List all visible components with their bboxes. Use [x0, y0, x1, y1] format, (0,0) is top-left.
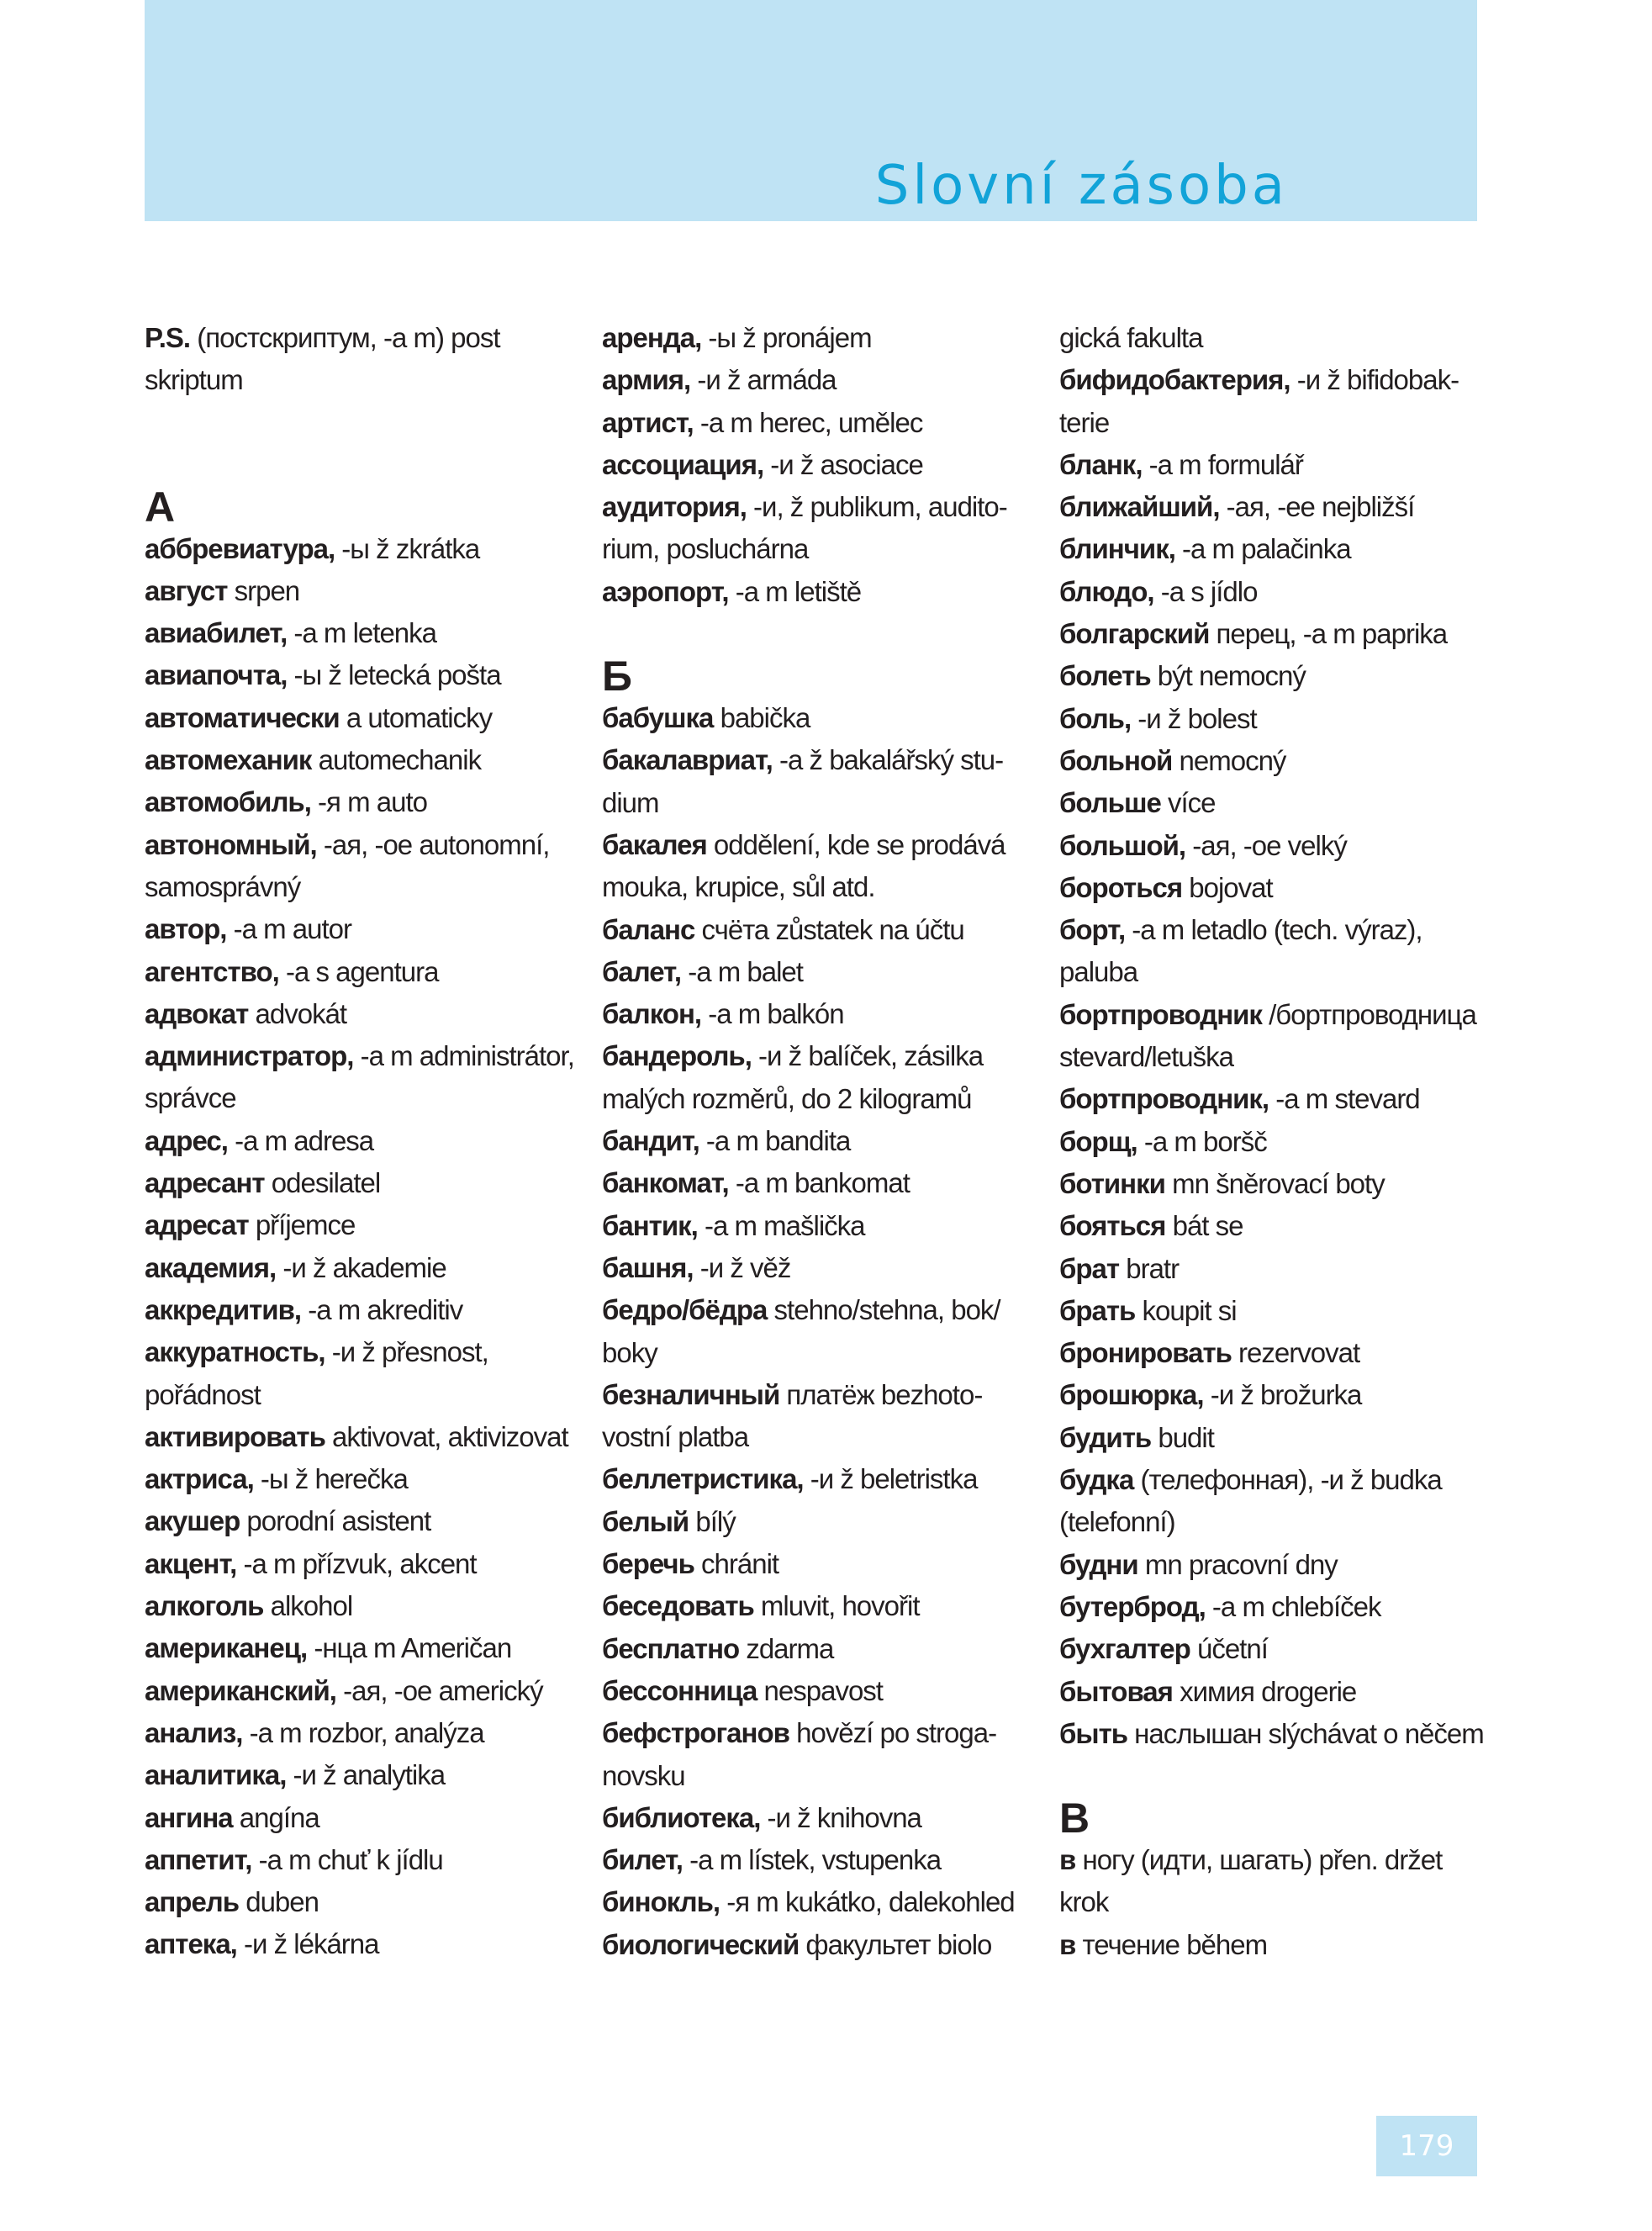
glossary-entry [145, 993, 578, 1035]
glossary-entry [602, 444, 1039, 486]
glossary-entry [602, 1120, 1039, 1162]
entry-definition: -а m palačinka [1174, 533, 1351, 565]
headword: в [1059, 1928, 1076, 1960]
entry-definition: -а m lístek, vstupenka [682, 1844, 942, 1876]
entry-definition: -а m formulář [1142, 448, 1303, 480]
entry-definition: -а m herec, umělec [693, 406, 923, 438]
page-title: Slovní zásoba [874, 155, 1288, 217]
entry-definition: факультет biolo [799, 1928, 992, 1960]
headword: белый [602, 1505, 689, 1537]
glossary-entry [602, 1585, 1039, 1627]
headword: биологический [602, 1928, 800, 1960]
glossary-column-1 [145, 317, 578, 1966]
section-letter: В [1059, 1795, 1090, 1842]
entry-definition: -а m mašlička [697, 1209, 865, 1241]
entry-definition: -а m stevard [1269, 1083, 1420, 1115]
entry-definition: příjemce [248, 1209, 356, 1241]
entry-definition: mluvit, hovořit [753, 1590, 920, 1622]
entry-definition: -а m chuť k jídlu [251, 1843, 443, 1875]
section-spacer [1059, 1755, 1488, 1797]
glossary-entry [602, 486, 1039, 571]
glossary-entry [602, 402, 1039, 444]
glossary-entry [1059, 486, 1488, 528]
headword: бороться [1059, 871, 1183, 903]
headword: баланс [602, 913, 695, 945]
entry-definition: -и ž analytika [286, 1759, 446, 1791]
headword: бакалавриат, [602, 744, 773, 776]
glossary-entry [145, 612, 578, 654]
glossary-entry [145, 1204, 578, 1246]
glossary-entry [1059, 1459, 1488, 1544]
entry-definition: -и ž lékárna [236, 1928, 379, 1960]
glossary-entry [602, 1712, 1039, 1797]
headword: большой, [1059, 829, 1186, 861]
glossary-entry [145, 1289, 578, 1331]
entry-definition: -а m letadlo (tech. výraz), paluba [1059, 914, 1422, 988]
headword: боль, [1059, 702, 1132, 734]
entry-definition: nespavost [757, 1674, 883, 1706]
glossary-entry [602, 1501, 1039, 1543]
entry-definition: aktivovat, aktivizovat [325, 1420, 568, 1452]
glossary-entry [145, 697, 578, 739]
entry-definition: bílý [689, 1505, 736, 1537]
entry-definition: -и ž beletristka [803, 1463, 978, 1495]
headword: бронировать [1059, 1337, 1232, 1369]
headword: ближайший, [1059, 491, 1220, 523]
glossary-entry [602, 1289, 1039, 1374]
headword: бланк, [1059, 448, 1143, 480]
glossary-entry [602, 1205, 1039, 1247]
glossary-entry [1059, 655, 1488, 697]
glossary-entry [1059, 317, 1488, 359]
headword: бабушка [602, 702, 714, 734]
glossary-column-3 [1059, 317, 1488, 1966]
headword: балет, [602, 955, 682, 987]
entry-definition: alkohol [263, 1590, 353, 1622]
headword: аэропорт, [602, 575, 729, 607]
glossary-entry [1059, 1163, 1488, 1205]
headword: актриса, [145, 1463, 254, 1495]
entry-definition: -и ž věž [693, 1251, 791, 1283]
entry-definition: nemocný [1172, 744, 1286, 776]
glossary-entry [1059, 1205, 1488, 1247]
headword: адресат [145, 1209, 249, 1241]
glossary-entry [1059, 1544, 1488, 1586]
glossary-entry [145, 1120, 578, 1162]
headword: будни [1059, 1548, 1138, 1580]
glossary-entry [1059, 1290, 1488, 1332]
headword: аккуратность, [145, 1336, 325, 1368]
headword: бандероль, [602, 1040, 752, 1072]
glossary-entry [1059, 613, 1488, 655]
glossary-entry [1059, 1121, 1488, 1163]
headword: бефстроганов [602, 1717, 789, 1749]
entry-definition: -ы ž zkrátka [335, 532, 480, 564]
headword: бытовая [1059, 1675, 1173, 1707]
glossary-entry [1059, 1713, 1488, 1755]
entry-definition: (постскриптум, -а m) post skriptum [145, 322, 500, 396]
glossary-entry [145, 781, 578, 823]
entry-definition: advokát [248, 997, 347, 1029]
headword: адвокат [145, 997, 249, 1029]
glossary-column-2 [602, 317, 1039, 1966]
headword: автоматически [145, 701, 340, 733]
entry-definition: srpen [227, 574, 300, 606]
headword: автор, [145, 913, 227, 945]
entry-definition: -ы ž letecká pošta [287, 659, 501, 691]
entry-definition: rezervovat [1231, 1337, 1360, 1369]
glossary-entry [145, 654, 578, 696]
glossary-entry [602, 1839, 1039, 1881]
entry-definition: -ая, -ое velký [1185, 829, 1347, 861]
entry-definition: angína [232, 1801, 319, 1833]
entry-definition: mn pracovní dny [1137, 1548, 1338, 1580]
headword: брат [1059, 1252, 1120, 1284]
glossary-entry [1059, 359, 1488, 444]
entry-definition: stehno/stehna, bok/ boky [602, 1294, 1000, 1368]
glossary-entry [602, 909, 1039, 951]
entry-definition: -а m bandita [699, 1125, 851, 1157]
glossary-entry [145, 1839, 578, 1881]
entry-definition: -нца m Američan [307, 1632, 512, 1664]
headword: бессонница [602, 1674, 757, 1706]
glossary-entry [602, 697, 1039, 739]
glossary-entry [145, 1797, 578, 1839]
entry-definition: -и ž asociace [763, 448, 923, 480]
entry-definition: gická fakulta [1059, 322, 1203, 353]
glossary-entry [602, 824, 1039, 909]
glossary-entry [602, 1628, 1039, 1670]
header-band [145, 0, 1477, 221]
glossary-entry [1059, 1374, 1488, 1416]
entry-definition: наслышан slýchávat o něčem [1127, 1717, 1484, 1749]
glossary-entry [1059, 698, 1488, 740]
entry-definition: -и ž bifidobakterie [1059, 364, 1460, 438]
glossary-entry [602, 571, 1039, 613]
glossary-entry [145, 739, 578, 781]
glossary-entry [145, 1331, 578, 1416]
glossary-entry [145, 1543, 578, 1585]
headword: бантик, [602, 1209, 698, 1241]
headword: бандит, [602, 1125, 699, 1157]
headword: бортпроводник, [1059, 1083, 1269, 1115]
entry-definition: -а m rozbor, analýza [242, 1716, 484, 1748]
glossary-entry [145, 1500, 578, 1542]
entry-definition: -и ž knihovna [760, 1801, 921, 1833]
headword: анализ, [145, 1716, 243, 1748]
glossary-entry [1059, 1586, 1488, 1628]
glossary-entry [1059, 571, 1488, 613]
headword: болеть [1059, 660, 1151, 692]
headword: брать [1059, 1294, 1136, 1326]
entry-definition: účetní [1190, 1633, 1268, 1665]
headword: аббревиатура, [145, 532, 335, 564]
entry-definition: porodní asistent [240, 1505, 431, 1537]
entry-definition: -а m letenka [287, 617, 436, 649]
entry-definition: течение během [1075, 1928, 1268, 1960]
glossary-entry [145, 1923, 578, 1965]
headword: артист, [602, 406, 694, 438]
glossary-entry [602, 739, 1039, 824]
entry-definition: duben [239, 1886, 319, 1918]
glossary-entry [145, 1754, 578, 1796]
glossary-entry [145, 317, 578, 402]
section-letter: А [145, 483, 175, 531]
entry-definition: bát se [1165, 1210, 1243, 1242]
headword: больше [1059, 787, 1161, 819]
glossary-entry [145, 1247, 578, 1289]
entry-definition: -а ž bakalářský studium [602, 744, 1005, 818]
entry-definition: счёта zůstatek na účtu [694, 913, 964, 945]
headword: аудитория, [602, 491, 747, 523]
entry-definition: hovězí po stroganovsku [602, 1717, 998, 1791]
headword: авиабилет, [145, 617, 288, 649]
entry-definition: být nemocný [1150, 660, 1306, 692]
headword: бедро/бёдра [602, 1294, 768, 1326]
headword: быть [1059, 1717, 1128, 1749]
page-number: 179 [1376, 2116, 1477, 2176]
entry-definition: bojovat [1182, 871, 1273, 903]
entry-definition: -а m administrátor, správce [145, 1040, 574, 1114]
entry-definition: -и ž balíček, zásilka malých rozměrů, do 2 kilogramů [602, 1040, 984, 1114]
entry-definition: -а m balkón [701, 998, 844, 1030]
headword: ангина [145, 1801, 233, 1833]
entry-definition: koupit si [1135, 1294, 1237, 1326]
headword: адресант [145, 1167, 265, 1199]
glossary-entry [145, 824, 578, 909]
headword: авиапочта, [145, 659, 288, 691]
headword: аппетит, [145, 1843, 252, 1875]
headword: агентство, [145, 955, 279, 987]
glossary-entry [602, 1035, 1039, 1120]
headword: апрель [145, 1886, 240, 1918]
headword: башня, [602, 1251, 694, 1283]
section-letter: Б [602, 653, 631, 700]
entry-definition: перец, -а m paprika [1209, 618, 1448, 650]
glossary-entry [602, 1797, 1039, 1839]
entry-definition: -а m balet [681, 955, 803, 987]
headword: P.S. [145, 322, 191, 353]
glossary-entry [602, 1881, 1039, 1923]
glossary-entry [602, 317, 1039, 359]
headword: американец, [145, 1632, 308, 1664]
entry-definition: mn šněrovací boty [1164, 1167, 1385, 1199]
glossary-entry [1059, 1671, 1488, 1713]
glossary-entry [1059, 1839, 1488, 1924]
headword: больной [1059, 744, 1173, 776]
glossary-entry [145, 1712, 578, 1754]
entry-definition: -ая, -ое autonomní, samosprávný [145, 828, 550, 902]
headword: блинчик, [1059, 533, 1175, 565]
headword: ботинки [1059, 1167, 1165, 1199]
headword: болгарский [1059, 618, 1210, 650]
glossary-entry [1059, 1332, 1488, 1374]
glossary-entry [145, 1162, 578, 1204]
entry-definition: -ая, -ее nejbližší [1219, 491, 1415, 523]
glossary-entry [1059, 740, 1488, 782]
entry-definition: -и ž brožurka [1203, 1379, 1362, 1411]
headword: бифидобактерия, [1059, 364, 1290, 396]
glossary-entry [1059, 1628, 1488, 1670]
glossary-entry [145, 908, 578, 950]
headword: аренда, [602, 322, 702, 353]
glossary-entry [145, 1035, 578, 1120]
glossary-entry [1059, 867, 1488, 909]
entry-definition: automechanik [311, 744, 482, 776]
headword: бутерброд, [1059, 1590, 1206, 1622]
entry-definition: oddělení, kde se prodává mouka, krupice, sůl atd. [602, 828, 1005, 903]
headword: беседовать [602, 1590, 754, 1622]
entry-definition: -а s jídlo [1153, 575, 1258, 607]
headword: бакалея [602, 828, 707, 860]
headword: академия, [145, 1251, 277, 1283]
entry-definition: -и ž akademie [276, 1251, 446, 1283]
entry-definition: (телефонная), -и ž budka (telefonní) [1059, 1464, 1442, 1538]
headword: аналитика, [145, 1759, 287, 1791]
headword: бесплатно [602, 1632, 740, 1664]
entry-definition: -а m přízvuk, akcent [236, 1547, 477, 1579]
glossary-entry [145, 1881, 578, 1923]
headword: борт, [1059, 914, 1126, 946]
entry-definition: -я m kukátko, dalekohled [720, 1886, 1015, 1918]
glossary-entry [145, 570, 578, 612]
glossary-entry [1059, 1248, 1488, 1290]
entry-definition: -и ž armáda [690, 364, 837, 396]
headword: активировать [145, 1420, 325, 1452]
glossary-entry [1059, 1924, 1488, 1966]
entry-definition: платёж bezhotovostní platba [602, 1378, 984, 1453]
headword: беречь [602, 1548, 694, 1580]
entry-definition: -ая, -ое americký [335, 1674, 543, 1706]
entry-definition: -ы ž herečka [253, 1463, 408, 1495]
glossary-entry [602, 1458, 1039, 1500]
headword: автомобиль, [145, 786, 311, 818]
headword: беллетристика, [602, 1463, 804, 1495]
headword: борщ, [1059, 1125, 1137, 1157]
entry-definition: -а m boršč [1137, 1125, 1267, 1157]
entry-definition: -а m akreditiv [301, 1293, 463, 1325]
headword: билет, [602, 1844, 683, 1876]
headword: балкон, [602, 998, 702, 1030]
glossary-entry [1059, 782, 1488, 824]
entry-definition: babička [713, 702, 810, 734]
glossary-entry [145, 1416, 578, 1458]
glossary-entry [602, 1374, 1039, 1459]
entry-definition: více [1160, 787, 1216, 819]
entry-definition: -а m letiště [728, 575, 862, 607]
headword: будить [1059, 1421, 1152, 1453]
headword: американский, [145, 1674, 336, 1706]
entry-definition: zdarma [739, 1632, 834, 1664]
headword: бортпроводник [1059, 998, 1262, 1030]
headword: бухгалтер [1059, 1633, 1190, 1665]
glossary-entry [602, 1543, 1039, 1585]
entry-definition: -и ž přesnost, pořádnost [145, 1336, 488, 1410]
glossary-entry [602, 993, 1039, 1035]
headword: библиотека, [602, 1801, 761, 1833]
glossary-entry [1059, 444, 1488, 486]
glossary-entry [602, 951, 1039, 993]
headword: администратор, [145, 1040, 354, 1072]
entry-definition: chránit [694, 1548, 779, 1580]
glossary-entry [1059, 994, 1488, 1079]
headword: автономный, [145, 828, 317, 860]
glossary-entry [602, 359, 1039, 401]
headword: бинокль, [602, 1886, 720, 1918]
headword: блюдо, [1059, 575, 1154, 607]
entry-definition: bratr [1119, 1252, 1180, 1284]
entry-definition: химия drogerie [1172, 1675, 1357, 1707]
glossary-entry [1059, 528, 1488, 570]
entry-definition: -и ž bolest [1131, 702, 1257, 734]
entry-definition: -ы ž pronájem [701, 322, 872, 353]
headword: банкомат, [602, 1167, 729, 1199]
entry-definition: ногу (идти, шагать) přen. držet krok [1059, 1844, 1443, 1918]
headword: аптека, [145, 1928, 237, 1960]
glossary-entry [145, 1670, 578, 1712]
headword: август [145, 574, 228, 606]
entry-definition: a utomaticky [339, 701, 493, 733]
headword: армия, [602, 364, 691, 396]
headword: акцент, [145, 1547, 237, 1579]
glossary-entry [145, 528, 578, 570]
entry-definition: budit [1151, 1421, 1214, 1453]
headword: адрес, [145, 1124, 228, 1156]
glossary-entry [1059, 1078, 1488, 1120]
glossary-entry [1059, 909, 1488, 994]
entry-definition: -а s agentura [278, 955, 439, 987]
glossary-entry [602, 1924, 1039, 1966]
entry-definition: -а m adresa [227, 1124, 374, 1156]
entry-definition: -а m chlebíček [1205, 1590, 1381, 1622]
headword: акушер [145, 1505, 240, 1537]
headword: алкоголь [145, 1590, 264, 1622]
section-spacer [602, 613, 1039, 655]
headword: безналичный [602, 1378, 780, 1410]
headword: бояться [1059, 1210, 1166, 1242]
glossary-entry [145, 951, 578, 993]
glossary-entry [602, 1247, 1039, 1289]
headword: автомеханик [145, 744, 312, 776]
glossary-entry [1059, 1417, 1488, 1459]
entry-definition: -а m bankomat [728, 1167, 910, 1199]
glossary-entry [1059, 825, 1488, 867]
entry-definition: -и, ž publikum, auditorium, posluchárna [602, 491, 1008, 565]
entry-definition: -а m autor [226, 913, 351, 945]
glossary-entry [602, 1670, 1039, 1712]
glossary-entry [145, 1585, 578, 1627]
glossary-entry [145, 1627, 578, 1669]
headword: брошюрка, [1059, 1379, 1204, 1411]
glossary-entry [602, 1162, 1039, 1204]
headword: будка [1059, 1464, 1134, 1496]
headword: аккредитив, [145, 1293, 302, 1325]
glossary-entry [145, 1458, 578, 1500]
entry-definition: /бортпроводница stevard/letuška [1059, 998, 1476, 1073]
entry-definition: -я m auto [310, 786, 427, 818]
headword: в [1059, 1844, 1076, 1876]
headword: ассоциация, [602, 448, 764, 480]
entry-definition: odesilatel [264, 1167, 381, 1199]
section-spacer [145, 402, 578, 486]
